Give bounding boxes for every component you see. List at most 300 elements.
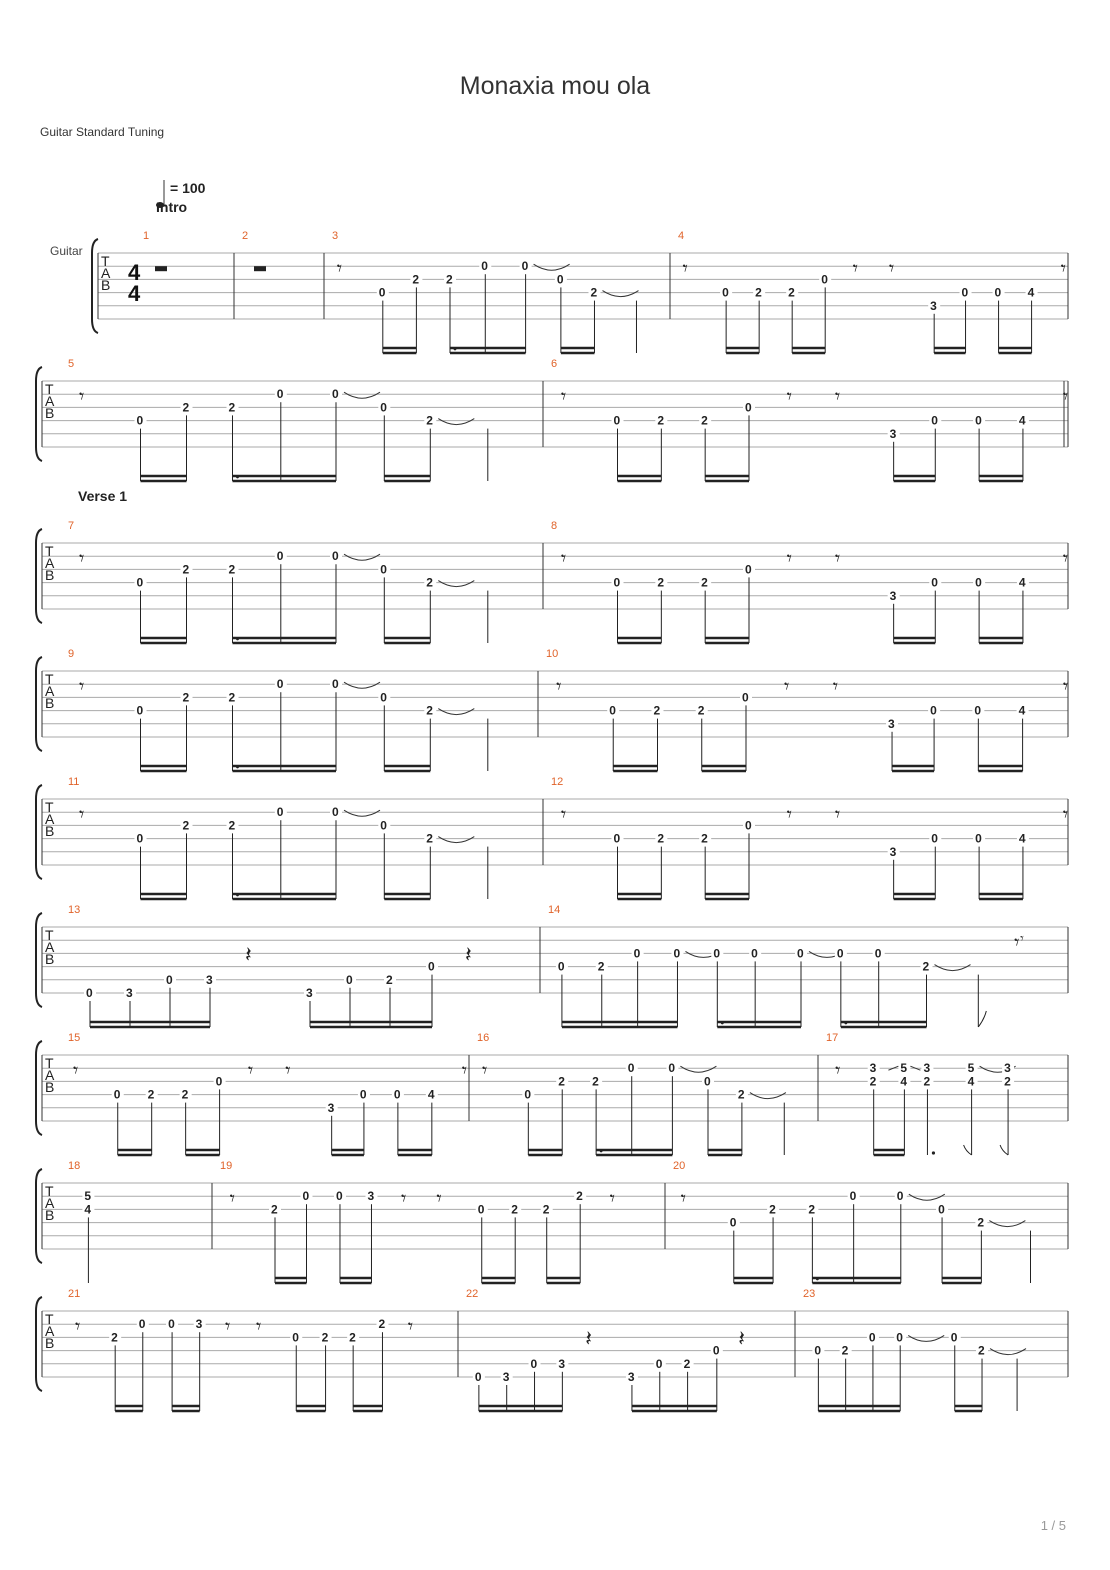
fret-number: 0 <box>276 549 284 564</box>
fret-number: 3 <box>889 426 897 441</box>
fret-number: 2 <box>788 285 795 300</box>
tab-clef-letter: T <box>45 799 54 815</box>
fret-number: 0 <box>975 575 982 590</box>
tie-arc <box>908 1335 944 1341</box>
fret-number: 0 <box>556 272 564 287</box>
fret-number: 4 <box>1018 703 1026 718</box>
quarter-rest: 𝄽 <box>738 1326 745 1351</box>
eighth-rest: 𝄾 <box>560 548 567 570</box>
fret-number: 0 <box>521 259 529 274</box>
measure-number: 12 <box>551 776 564 788</box>
measure-number: 15 <box>68 1032 81 1044</box>
eighth-rest: 𝄾 <box>229 1188 235 1210</box>
page-number: 1 / 5 <box>1040 1518 1066 1533</box>
fret-number: 0 <box>380 690 387 705</box>
measure-number: 16 <box>477 1032 490 1044</box>
section-label-intro: Intro <box>156 199 188 215</box>
eighth-rest: 𝄾 <box>786 386 792 408</box>
fret-number: 2 <box>542 1202 550 1217</box>
tempo-marking: = 100 <box>170 180 206 196</box>
fret-number: 2 <box>181 1087 189 1102</box>
fret-number: 0 <box>931 413 938 428</box>
fret-number: 0 <box>627 1061 635 1076</box>
eighth-rest: 𝄾 <box>285 1060 291 1082</box>
fret-number: 2 <box>182 400 190 415</box>
tab-system <box>36 1032 1068 1155</box>
fret-number: 2 <box>446 272 453 287</box>
fret-number: 2 <box>349 1330 356 1345</box>
fret-number: 2 <box>228 818 236 833</box>
fret-number: 0 <box>729 1215 737 1230</box>
measure-number: 2 <box>242 230 249 242</box>
fret-number: 0 <box>950 1330 958 1345</box>
eighth-rest: 𝄾 <box>72 1060 79 1082</box>
fret-number: 0 <box>557 959 565 974</box>
tie-arc <box>344 682 380 688</box>
fret-number: 2 <box>701 831 708 846</box>
fret-number: 2 <box>426 703 433 718</box>
fret-number: 0 <box>751 946 758 961</box>
fret-number: 2 <box>182 562 190 577</box>
note-flag <box>964 1145 972 1155</box>
tab-system <box>36 520 1068 643</box>
fret-number: 0 <box>292 1330 299 1345</box>
fret-number: 4 <box>900 1074 908 1089</box>
tab-clef-letter: A <box>45 811 55 827</box>
sixteenth-rest: 𝄾 <box>1020 930 1024 946</box>
section-label-verse-1: Verse 1 <box>78 488 128 504</box>
fret-number: 0 <box>477 1202 485 1217</box>
fret-number: 2 <box>737 1087 745 1102</box>
fret-number: 2 <box>576 1189 583 1204</box>
fret-number: 2 <box>426 831 433 846</box>
quarter-rest: 𝄽 <box>585 1326 592 1351</box>
measure-number: 22 <box>466 1288 479 1300</box>
system-brace <box>36 1041 42 1135</box>
eighth-rest: 𝄾 <box>834 548 841 570</box>
measure-number: 18 <box>68 1160 81 1172</box>
fret-number: 0 <box>974 703 982 718</box>
tie-arc <box>438 581 474 587</box>
fret-number: 0 <box>712 1343 720 1358</box>
fret-number: 0 <box>713 946 721 961</box>
tab-clef-letter: T <box>45 1311 54 1327</box>
tie-arc <box>680 1066 716 1072</box>
fret-number: 5 <box>84 1189 92 1204</box>
measure-number: 23 <box>803 1288 816 1300</box>
tab-system <box>36 648 1068 771</box>
tab-clef-letter: B <box>101 277 111 293</box>
fret-number: 2 <box>147 1087 155 1102</box>
fret-number: 0 <box>380 400 387 415</box>
fret-number: 0 <box>975 831 982 846</box>
fret-number: 0 <box>276 805 284 820</box>
dot <box>932 1151 935 1154</box>
fret-number: 2 <box>511 1202 518 1217</box>
eighth-rest: 𝄾 <box>784 676 790 698</box>
fret-number: 0 <box>136 575 144 590</box>
tie-arc <box>602 291 638 297</box>
eighth-rest: 𝄾 <box>436 1188 442 1210</box>
system-brace <box>36 657 42 751</box>
fret-number: 0 <box>613 831 621 846</box>
fret-number: 0 <box>332 677 339 692</box>
fret-number: 0 <box>613 575 621 590</box>
fret-number: 2 <box>378 1317 386 1332</box>
tab-clef-letter: A <box>45 555 55 571</box>
tab-clef-letter: A <box>45 393 55 409</box>
fret-number: 0 <box>609 703 616 718</box>
eighth-rest: 𝄾 <box>407 1316 414 1338</box>
fret-number: 0 <box>931 831 938 846</box>
tab-clef-letter: A <box>45 1323 55 1339</box>
fret-number: 2 <box>228 400 236 415</box>
tab-clef-letter: B <box>45 951 55 967</box>
fret-number: 0 <box>359 1087 367 1102</box>
fret-number: 2 <box>841 1343 849 1358</box>
eighth-rest: 𝄾 <box>74 1316 81 1338</box>
fret-number: 0 <box>814 1343 822 1358</box>
tab-clef-letter: T <box>45 381 54 397</box>
tab-clef-letter: T <box>45 671 54 687</box>
tab-system <box>92 230 1068 353</box>
tie-arc <box>344 554 380 560</box>
fret-number: 3 <box>306 986 313 1000</box>
quarter-rest: 𝄽 <box>465 942 472 967</box>
fret-number: 2 <box>978 1343 985 1358</box>
fret-number: 4 <box>967 1074 975 1089</box>
fret-number: 2 <box>657 831 665 846</box>
fret-number: 0 <box>136 703 144 718</box>
fret-number: 2 <box>922 959 930 974</box>
tab-system <box>36 1160 1068 1283</box>
fret-number: 3 <box>930 298 937 313</box>
fret-number: 0 <box>896 1189 904 1204</box>
eighth-rest: 𝄾 <box>1062 676 1069 698</box>
measure-number: 1 <box>143 230 150 242</box>
fret-number: 0 <box>530 1356 538 1371</box>
fret-number: 0 <box>276 387 284 402</box>
fret-number: 4 <box>1018 413 1026 428</box>
eighth-rest: 𝄾 <box>556 676 562 698</box>
fret-number: 2 <box>1004 1074 1011 1089</box>
tab-clef-letter: A <box>101 265 111 281</box>
fret-number: 0 <box>86 986 93 1000</box>
tab-clef-letter: B <box>45 1335 55 1351</box>
time-signature-top: 4 <box>128 260 141 285</box>
measure-number: 13 <box>68 904 81 916</box>
system-brace <box>36 529 42 623</box>
fret-number: 0 <box>136 413 144 428</box>
measure-number: 21 <box>68 1288 81 1300</box>
fret-number: 2 <box>182 818 190 833</box>
fret-number: 3 <box>923 1061 931 1076</box>
tab-clef-letter: A <box>45 939 55 955</box>
fret-number: 2 <box>755 285 762 300</box>
eighth-rest: 𝄾 <box>256 1316 262 1338</box>
fret-number: 2 <box>111 1330 118 1345</box>
fret-number: 0 <box>745 818 752 833</box>
fret-number: 2 <box>869 1074 877 1089</box>
eighth-rest: 𝄾 <box>247 1060 254 1082</box>
measure-number: 4 <box>678 230 685 242</box>
fret-number: 0 <box>215 1074 223 1089</box>
fret-number: 0 <box>633 946 641 961</box>
fret-number: 0 <box>836 946 844 961</box>
fret-number: 0 <box>380 562 387 577</box>
tie-arc <box>438 419 474 425</box>
tab-clef-letter: A <box>45 683 55 699</box>
quarter-rest: 𝄽 <box>245 942 252 967</box>
fret-number: 0 <box>428 959 435 974</box>
fret-number: 0 <box>868 1330 876 1345</box>
eighth-rest: 𝄾 <box>481 1060 488 1082</box>
system-brace <box>92 239 98 333</box>
tab-system <box>36 904 1068 1027</box>
fret-number: 0 <box>668 1061 676 1076</box>
eighth-rest: 𝄾 <box>1014 932 1020 954</box>
fret-number: 0 <box>745 400 752 415</box>
eighth-rest: 𝄾 <box>400 1188 407 1210</box>
fret-number: 2 <box>228 690 236 705</box>
fret-number: 2 <box>412 272 420 287</box>
eighth-rest: 𝄾 <box>560 386 567 408</box>
fret-number: 0 <box>613 413 621 428</box>
fret-number: 0 <box>742 690 749 705</box>
fret-number: 3 <box>1004 1061 1011 1076</box>
fret-number: 3 <box>627 1370 635 1384</box>
fret-number: 2 <box>228 562 236 577</box>
fret-number: 2 <box>701 575 708 590</box>
fret-number: 3 <box>367 1189 375 1204</box>
eighth-rest: 𝄾 <box>852 258 858 280</box>
fret-number: 2 <box>321 1330 329 1345</box>
fret-number: 3 <box>869 1061 877 1076</box>
fret-number: 0 <box>138 1317 146 1332</box>
whole-rest <box>155 266 167 271</box>
fret-number: 0 <box>474 1370 482 1384</box>
eighth-rest: 𝄾 <box>1062 548 1069 570</box>
tab-clef-letter: B <box>45 567 55 583</box>
eighth-rest: 𝄾 <box>79 676 85 698</box>
tab-clef-letter: B <box>45 695 55 711</box>
fret-number: 0 <box>302 1189 310 1204</box>
measure-number: 7 <box>68 520 75 532</box>
fret-number: 0 <box>938 1202 945 1217</box>
whole-rest <box>254 266 266 271</box>
fret-number: 0 <box>722 285 729 300</box>
eighth-rest: 𝄾 <box>224 1316 231 1338</box>
fret-number: 0 <box>481 259 488 274</box>
tie-arc <box>909 1194 945 1200</box>
system-brace <box>36 1297 42 1391</box>
tie-arc <box>438 837 474 843</box>
measure-number: 14 <box>548 904 561 916</box>
fret-number: 0 <box>994 285 1002 300</box>
eighth-rest: 𝄾 <box>832 676 839 698</box>
fret-number: 0 <box>975 413 982 428</box>
fret-number: 0 <box>393 1087 401 1102</box>
fret-number: 3 <box>195 1317 203 1332</box>
tab-clef-letter: T <box>101 253 110 269</box>
system-brace <box>36 785 42 879</box>
fret-number: 0 <box>332 805 339 820</box>
eighth-rest: 𝄾 <box>1062 804 1069 826</box>
eighth-rest: 𝄾 <box>79 386 85 408</box>
eighth-rest: 𝄾 <box>79 548 85 570</box>
system-brace <box>36 367 42 461</box>
tab-clef-letter: A <box>45 1195 55 1211</box>
fret-number: 3 <box>888 716 895 731</box>
tie-arc <box>438 709 474 715</box>
fret-number: 2 <box>657 413 665 428</box>
fret-number: 2 <box>657 575 665 590</box>
tab-clef-letter: B <box>45 405 55 421</box>
fret-number: 3 <box>889 588 897 603</box>
track-name: Guitar <box>50 244 83 258</box>
fret-number: 0 <box>821 272 828 287</box>
tab-clef-letter: B <box>45 1079 55 1095</box>
tab-clef-letter: T <box>45 1183 54 1199</box>
fret-number: 0 <box>136 831 144 846</box>
measure-number: 9 <box>68 648 75 660</box>
fret-number: 2 <box>697 703 705 718</box>
tie-arc <box>534 264 570 270</box>
fret-number: 0 <box>166 972 173 987</box>
fret-number: 2 <box>592 1074 599 1089</box>
eighth-rest: 𝄾 <box>835 1060 841 1082</box>
eighth-rest: 𝄾 <box>834 804 841 826</box>
fret-number: 2 <box>977 1215 985 1230</box>
measure-number: 19 <box>220 1160 233 1172</box>
fret-number: 2 <box>808 1202 816 1217</box>
fret-number: 2 <box>701 413 708 428</box>
fret-number: 3 <box>327 1100 335 1115</box>
tab-clef-letter: B <box>45 1207 55 1223</box>
fret-number: 3 <box>558 1356 566 1371</box>
fret-number: 0 <box>332 387 339 402</box>
tie-arc <box>750 1093 786 1099</box>
fret-number: 2 <box>271 1202 278 1217</box>
tuning-label: Guitar Standard Tuning <box>40 125 165 139</box>
tab-clef-letter: T <box>45 543 54 559</box>
fret-number: 4 <box>84 1202 92 1217</box>
fret-number: 5 <box>967 1061 975 1076</box>
fret-number: 0 <box>703 1074 711 1089</box>
fret-number: 4 <box>1027 285 1035 300</box>
fret-number: 4 <box>427 1087 435 1102</box>
time-signature-bottom: 4 <box>128 281 141 306</box>
eighth-rest: 𝄾 <box>461 1060 468 1082</box>
fret-number: 4 <box>1018 831 1026 846</box>
fret-number: 2 <box>597 959 605 974</box>
fret-number: 2 <box>590 285 598 300</box>
fret-number: 3 <box>126 986 133 1000</box>
fret-number: 2 <box>923 1074 931 1089</box>
fret-number: 2 <box>386 972 393 987</box>
note-flag <box>978 1011 986 1027</box>
fret-number: 2 <box>653 703 661 718</box>
fret-number: 3 <box>206 972 213 987</box>
eighth-rest: 𝄾 <box>682 258 688 280</box>
fret-number: 2 <box>426 575 433 590</box>
fret-number: 0 <box>930 703 937 718</box>
tie-arc <box>990 1349 1026 1355</box>
fret-number: 0 <box>113 1087 121 1102</box>
system-brace <box>36 913 42 1007</box>
fret-number: 0 <box>380 818 387 833</box>
eighth-rest: 𝄾 <box>336 258 343 280</box>
eighth-rest: 𝄾 <box>786 548 792 570</box>
tab-system <box>36 776 1068 899</box>
measure-number: 5 <box>68 358 75 370</box>
fret-number: 2 <box>683 1356 691 1371</box>
fret-number: 2 <box>769 1202 776 1217</box>
measure-number: 20 <box>673 1160 686 1172</box>
eighth-rest: 𝄾 <box>680 1188 686 1210</box>
fret-number: 2 <box>558 1074 565 1089</box>
eighth-rest: 𝄾 <box>888 258 895 280</box>
eighth-rest: 𝄾 <box>79 804 85 826</box>
tab-clef-letter: B <box>45 823 55 839</box>
fret-number: 0 <box>745 562 752 577</box>
tie-arc <box>989 1221 1025 1227</box>
tab-clef-letter: T <box>45 927 54 943</box>
fret-number: 0 <box>673 946 681 961</box>
measure-number: 6 <box>551 358 558 370</box>
fret-number: 0 <box>849 1189 857 1204</box>
fret-number: 0 <box>276 677 284 692</box>
fret-number: 2 <box>426 413 433 428</box>
fret-number: 2 <box>182 690 190 705</box>
tab-clef-letter: A <box>45 1067 55 1083</box>
fret-number: 0 <box>796 946 804 961</box>
fret-number: 5 <box>900 1061 908 1076</box>
fret-number: 3 <box>889 844 897 859</box>
note-flag <box>1000 1145 1008 1155</box>
fret-number: 0 <box>655 1356 663 1371</box>
fret-number: 0 <box>961 285 969 300</box>
measure-number: 17 <box>826 1032 839 1044</box>
fret-number: 4 <box>1018 575 1026 590</box>
tie-arc <box>344 392 380 398</box>
measure-number: 11 <box>68 776 80 788</box>
tab-system <box>36 358 1068 481</box>
tie-arc <box>935 965 971 971</box>
fret-number: 0 <box>378 285 386 300</box>
fret-number: 0 <box>332 549 339 564</box>
fret-number: 0 <box>874 946 882 961</box>
measure-number: 10 <box>546 648 559 660</box>
eighth-rest: 𝄾 <box>1062 386 1069 408</box>
eighth-rest: 𝄾 <box>560 804 567 826</box>
eighth-rest: 𝄾 <box>786 804 792 826</box>
tie-arc <box>344 810 380 816</box>
fret-number: 0 <box>524 1087 532 1102</box>
score-title: Monaxia mou ola <box>459 72 651 100</box>
fret-number: 0 <box>346 972 353 987</box>
measure-number: 8 <box>551 520 558 532</box>
fret-number: 0 <box>896 1330 903 1345</box>
tab-system <box>36 1288 1068 1411</box>
tab-clef-letter: T <box>45 1055 54 1071</box>
measure-number: 3 <box>332 230 339 242</box>
fret-number: 0 <box>931 575 938 590</box>
system-brace <box>36 1169 42 1263</box>
eighth-rest: 𝄾 <box>609 1188 615 1210</box>
fret-number: 3 <box>502 1370 510 1384</box>
fret-number: 0 <box>335 1189 343 1204</box>
